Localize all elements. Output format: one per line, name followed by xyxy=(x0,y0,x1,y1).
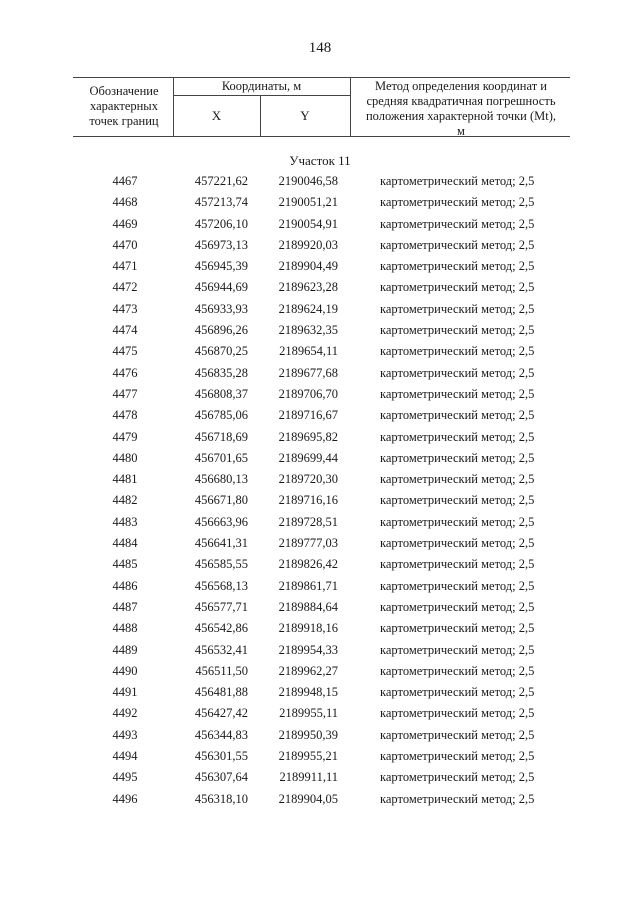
table-row xyxy=(0,470,640,491)
table-row xyxy=(0,555,640,576)
table-row xyxy=(0,300,640,321)
y-coordinate-cell: 2189716,16 xyxy=(278,493,338,508)
method-cell: картометрический метод; 2,5 xyxy=(380,493,535,508)
table-row xyxy=(0,747,640,768)
header-point-label: Обозначение характерных точек границ xyxy=(89,84,159,128)
method-cell: картометрический метод; 2,5 xyxy=(380,323,535,338)
x-coordinate-cell: 456808,37 xyxy=(194,386,248,401)
table-row xyxy=(0,790,640,811)
header-x-label: X xyxy=(211,108,222,123)
table-row xyxy=(0,768,640,789)
point-id-cell: 4496 xyxy=(112,791,138,806)
point-id-cell: 4471 xyxy=(112,259,138,274)
x-coordinate-cell: 456870,25 xyxy=(194,344,248,359)
point-id-cell: 4478 xyxy=(112,408,138,423)
point-id-cell: 4469 xyxy=(112,216,138,231)
table-row xyxy=(0,385,640,406)
x-coordinate-cell: 457221,62 xyxy=(194,174,248,188)
method-cell: картометрический метод; 2,5 xyxy=(380,599,535,614)
y-coordinate-cell: 2189632,35 xyxy=(278,323,338,338)
method-cell: картометрический метод; 2,5 xyxy=(380,791,535,806)
y-coordinate-cell: 2189911,11 xyxy=(279,770,338,785)
y-coordinate-cell: 2189826,42 xyxy=(278,557,338,572)
point-id-cell: 4489 xyxy=(112,642,138,657)
x-coordinate-cell: 456301,55 xyxy=(194,749,248,764)
x-coordinate-cell: 456307,64 xyxy=(194,770,248,785)
y-coordinate-cell: 2189695,82 xyxy=(278,429,338,444)
y-coordinate-cell: 2189904,49 xyxy=(278,259,338,274)
method-cell: картометрический метод; 2,5 xyxy=(380,450,535,465)
table-row xyxy=(0,236,640,257)
table-row xyxy=(0,683,640,704)
x-coordinate-cell: 456511,50 xyxy=(195,663,248,678)
method-cell: картометрический метод; 2,5 xyxy=(380,472,535,487)
x-coordinate-cell: 456481,88 xyxy=(194,685,248,700)
x-coordinate-cell: 456427,42 xyxy=(194,706,248,721)
table-row xyxy=(0,215,640,236)
x-coordinate-cell: 456680,13 xyxy=(194,472,248,487)
point-id-cell: 4475 xyxy=(112,344,138,359)
method-cell: картометрический метод; 2,5 xyxy=(380,557,535,572)
x-coordinate-cell: 456896,26 xyxy=(194,323,248,338)
method-cell: картометрический метод; 2,5 xyxy=(380,727,535,742)
point-id-cell: 4476 xyxy=(112,365,138,380)
x-coordinate-cell: 456718,69 xyxy=(194,429,248,444)
y-coordinate-cell: 2189623,28 xyxy=(278,280,338,295)
point-id-cell: 4480 xyxy=(112,450,138,465)
y-coordinate-cell: 2189777,03 xyxy=(278,536,338,551)
y-coordinate-cell: 2189728,51 xyxy=(278,514,338,529)
method-cell: картометрический метод; 2,5 xyxy=(380,429,535,444)
point-id-cell: 4479 xyxy=(112,429,138,444)
y-coordinate-cell: 2189955,21 xyxy=(278,749,338,764)
table-row xyxy=(0,172,640,193)
method-cell: картометрический метод; 2,5 xyxy=(380,621,535,636)
point-id-cell: 4473 xyxy=(112,301,138,316)
table-row xyxy=(0,662,640,683)
header-coords-label: Координаты, м xyxy=(221,79,302,93)
y-coordinate-cell: 2189624,19 xyxy=(278,301,338,316)
y-coordinate-cell: 2189706,70 xyxy=(278,386,338,401)
y-coordinate-cell: 2189677,68 xyxy=(278,365,338,380)
y-coordinate-cell: 2189904,05 xyxy=(278,791,338,806)
table-body xyxy=(0,172,640,811)
page-number: 148 xyxy=(308,40,332,56)
x-coordinate-cell: 456663,96 xyxy=(194,514,248,529)
table-row xyxy=(0,278,640,299)
x-coordinate-cell: 456944,69 xyxy=(194,280,248,295)
table-row xyxy=(0,577,640,598)
method-cell: картометрический метод; 2,5 xyxy=(380,301,535,316)
method-cell: картометрический метод; 2,5 xyxy=(380,663,535,678)
table-top-rule xyxy=(73,77,570,78)
point-id-cell: 4493 xyxy=(112,727,138,742)
y-coordinate-cell: 2190051,21 xyxy=(278,195,338,210)
x-coordinate-cell: 456933,93 xyxy=(194,301,248,316)
x-coordinate-cell: 457213,74 xyxy=(194,195,248,210)
method-cell: картометрический метод; 2,5 xyxy=(380,386,535,401)
table-row xyxy=(0,449,640,470)
point-id-cell: 4468 xyxy=(112,195,138,210)
y-coordinate-cell: 2189884,64 xyxy=(278,599,338,614)
header-divider-3 xyxy=(350,77,351,136)
point-id-cell: 4488 xyxy=(112,621,138,636)
y-coordinate-cell: 2189954,33 xyxy=(278,642,338,657)
method-cell: картометрический метод; 2,5 xyxy=(380,642,535,657)
point-id-cell: 4492 xyxy=(112,706,138,721)
y-coordinate-cell: 2189699,44 xyxy=(278,450,338,465)
point-id-cell: 4494 xyxy=(112,749,138,764)
header-y-label: Y xyxy=(300,108,310,123)
y-coordinate-cell: 2189716,67 xyxy=(278,408,338,423)
method-cell: картометрический метод; 2,5 xyxy=(380,408,535,423)
table-row xyxy=(0,641,640,662)
y-coordinate-cell: 2190054,91 xyxy=(278,216,338,231)
point-id-cell: 4474 xyxy=(112,323,138,338)
x-coordinate-cell: 456568,13 xyxy=(194,578,248,593)
point-id-cell: 4470 xyxy=(112,237,138,252)
x-coordinate-cell: 456532,41 xyxy=(194,642,248,657)
x-coordinate-cell: 456641,31 xyxy=(194,536,248,551)
method-cell: картометрический метод; 2,5 xyxy=(380,514,535,529)
x-coordinate-cell: 456785,06 xyxy=(194,408,248,423)
table-row xyxy=(0,619,640,640)
table-row xyxy=(0,598,640,619)
table-row xyxy=(0,406,640,427)
table-row xyxy=(0,428,640,449)
x-coordinate-cell: 457206,10 xyxy=(194,216,248,231)
x-coordinate-cell: 456835,28 xyxy=(194,365,248,380)
x-coordinate-cell: 456701,65 xyxy=(194,450,248,465)
table-row xyxy=(0,193,640,214)
y-coordinate-cell: 2189861,71 xyxy=(278,578,338,593)
point-id-cell: 4491 xyxy=(112,685,138,700)
x-coordinate-cell: 456542,86 xyxy=(194,621,248,636)
y-coordinate-cell: 2189720,30 xyxy=(278,472,338,487)
table-row xyxy=(0,513,640,534)
method-cell: картометрический метод; 2,5 xyxy=(380,237,535,252)
x-coordinate-cell: 456973,13 xyxy=(194,237,248,252)
y-coordinate-cell: 2189654,11 xyxy=(279,344,338,359)
x-coordinate-cell: 456671,80 xyxy=(194,493,248,508)
method-cell: картометрический метод; 2,5 xyxy=(380,365,535,380)
method-cell: картометрический метод; 2,5 xyxy=(380,216,535,231)
point-id-cell: 4485 xyxy=(112,557,138,572)
point-id-cell: 4487 xyxy=(112,599,138,614)
method-cell: картометрический метод; 2,5 xyxy=(380,706,535,721)
point-id-cell: 4472 xyxy=(112,280,138,295)
table-row xyxy=(0,534,640,555)
x-coordinate-cell: 456577,71 xyxy=(194,599,248,614)
point-id-cell: 4482 xyxy=(112,493,138,508)
point-id-cell: 4490 xyxy=(112,663,138,678)
point-id-cell: 4481 xyxy=(112,472,138,487)
coords-sub-rule xyxy=(173,95,350,96)
method-cell: картометрический метод; 2,5 xyxy=(380,195,535,210)
y-coordinate-cell: 2190046,58 xyxy=(278,174,338,188)
point-id-cell: 4467 xyxy=(112,174,138,188)
method-cell: картометрический метод; 2,5 xyxy=(380,578,535,593)
x-coordinate-cell: 456318,10 xyxy=(194,791,248,806)
method-cell: картометрический метод; 2,5 xyxy=(380,749,535,764)
header-method-label: Метод определения координат и средняя квадратичная погрешность положения характерной точки (Mt), м xyxy=(365,79,556,138)
table-row xyxy=(0,491,640,512)
method-cell: картометрический метод; 2,5 xyxy=(380,536,535,551)
table-row xyxy=(0,257,640,278)
point-id-cell: 4486 xyxy=(112,578,138,593)
point-id-cell: 4483 xyxy=(112,514,138,529)
y-coordinate-cell: 2189962,27 xyxy=(278,663,338,678)
method-cell: картометрический метод; 2,5 xyxy=(380,685,535,700)
section-title: Участок 11 xyxy=(289,153,351,168)
x-coordinate-cell: 456945,39 xyxy=(194,259,248,274)
y-coordinate-cell: 2189920,03 xyxy=(278,237,338,252)
x-coordinate-cell: 456344,83 xyxy=(194,727,248,742)
y-coordinate-cell: 2189918,16 xyxy=(278,621,338,636)
y-coordinate-cell: 2189948,15 xyxy=(278,685,338,700)
table-row xyxy=(0,726,640,747)
table-row xyxy=(0,342,640,363)
method-cell: картометрический метод; 2,5 xyxy=(380,174,535,188)
table-row xyxy=(0,321,640,342)
y-coordinate-cell: 2189950,39 xyxy=(278,727,338,742)
x-coordinate-cell: 456585,55 xyxy=(194,557,248,572)
table-row xyxy=(0,364,640,385)
point-id-cell: 4477 xyxy=(112,386,138,401)
point-id-cell: 4495 xyxy=(112,770,138,785)
table-row xyxy=(0,704,640,725)
method-cell: картометрический метод; 2,5 xyxy=(380,259,535,274)
point-id-cell: 4484 xyxy=(112,536,138,551)
method-cell: картометрический метод; 2,5 xyxy=(380,344,535,359)
method-cell: картометрический метод; 2,5 xyxy=(380,280,535,295)
y-coordinate-cell: 2189955,11 xyxy=(279,706,338,721)
method-cell: картометрический метод; 2,5 xyxy=(380,770,535,785)
